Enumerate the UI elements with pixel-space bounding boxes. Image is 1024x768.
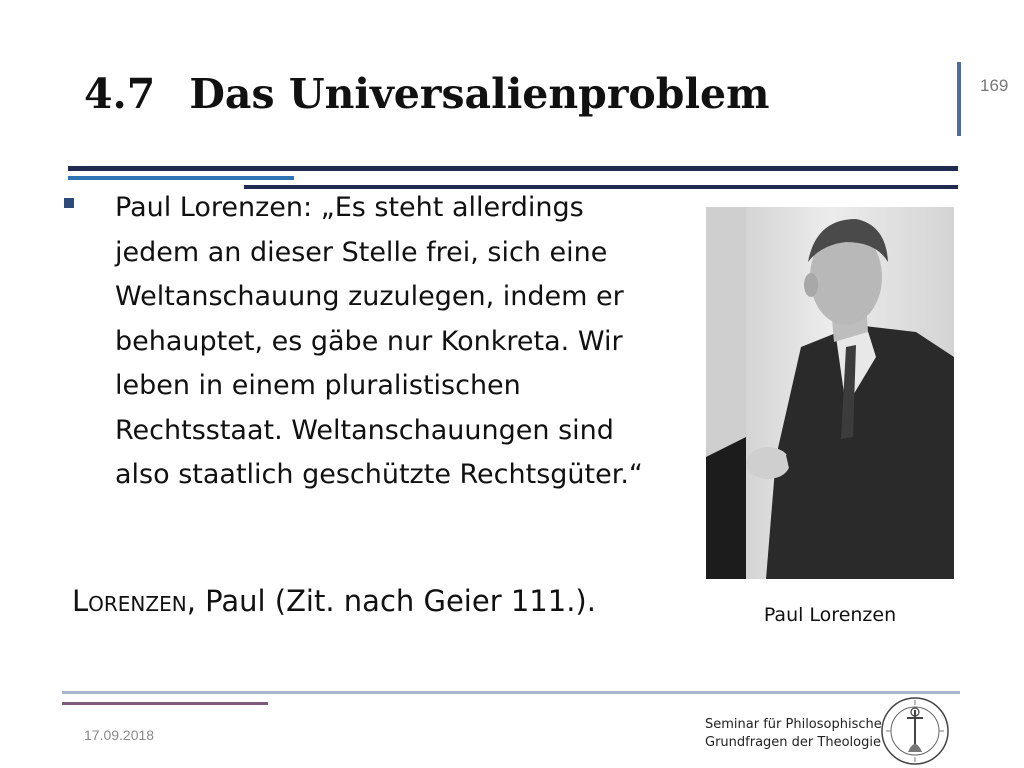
header-rule-dark xyxy=(68,166,958,171)
portrait-photo xyxy=(706,207,954,579)
citation xyxy=(72,584,596,618)
portrait-photo-graphic xyxy=(706,207,954,579)
seal-logo-icon xyxy=(880,696,950,766)
photo-caption: Paul Lorenzen xyxy=(763,604,897,626)
institution-line-2: Grundfragen der Theologie xyxy=(705,735,881,750)
section-number: 4.7 xyxy=(84,70,156,118)
title-text: Das Universalienproblem xyxy=(189,70,770,118)
footer-rule xyxy=(62,691,960,694)
institution-name xyxy=(705,716,882,752)
institution-line-1: Seminar für Philosophische xyxy=(705,717,882,732)
bullet-square-icon xyxy=(64,198,74,208)
citation-author: Lorenzen xyxy=(72,584,187,618)
citation-details: , Paul (Zit. nach Geier 111.). xyxy=(186,584,596,618)
header-rule-blue xyxy=(68,176,294,180)
header-vertical-divider xyxy=(957,62,961,136)
page-number: 169 xyxy=(980,76,1009,95)
slide-title xyxy=(84,70,770,118)
footer-date: 17.09.2018 xyxy=(84,727,155,743)
quote-text: Paul Lorenzen: „Es steht allerdings jedem an dieser Stelle frei, sich eine Weltanschauung zuzulegen, indem er behauptet, es gäbe nur Konkreta. Wir leben in einem pluralistischen Rechtsstaat. Weltanschauungen sind also staatlich geschützte Rechtsgüter.“ xyxy=(115,192,643,490)
footer-accent-rule xyxy=(62,702,268,705)
